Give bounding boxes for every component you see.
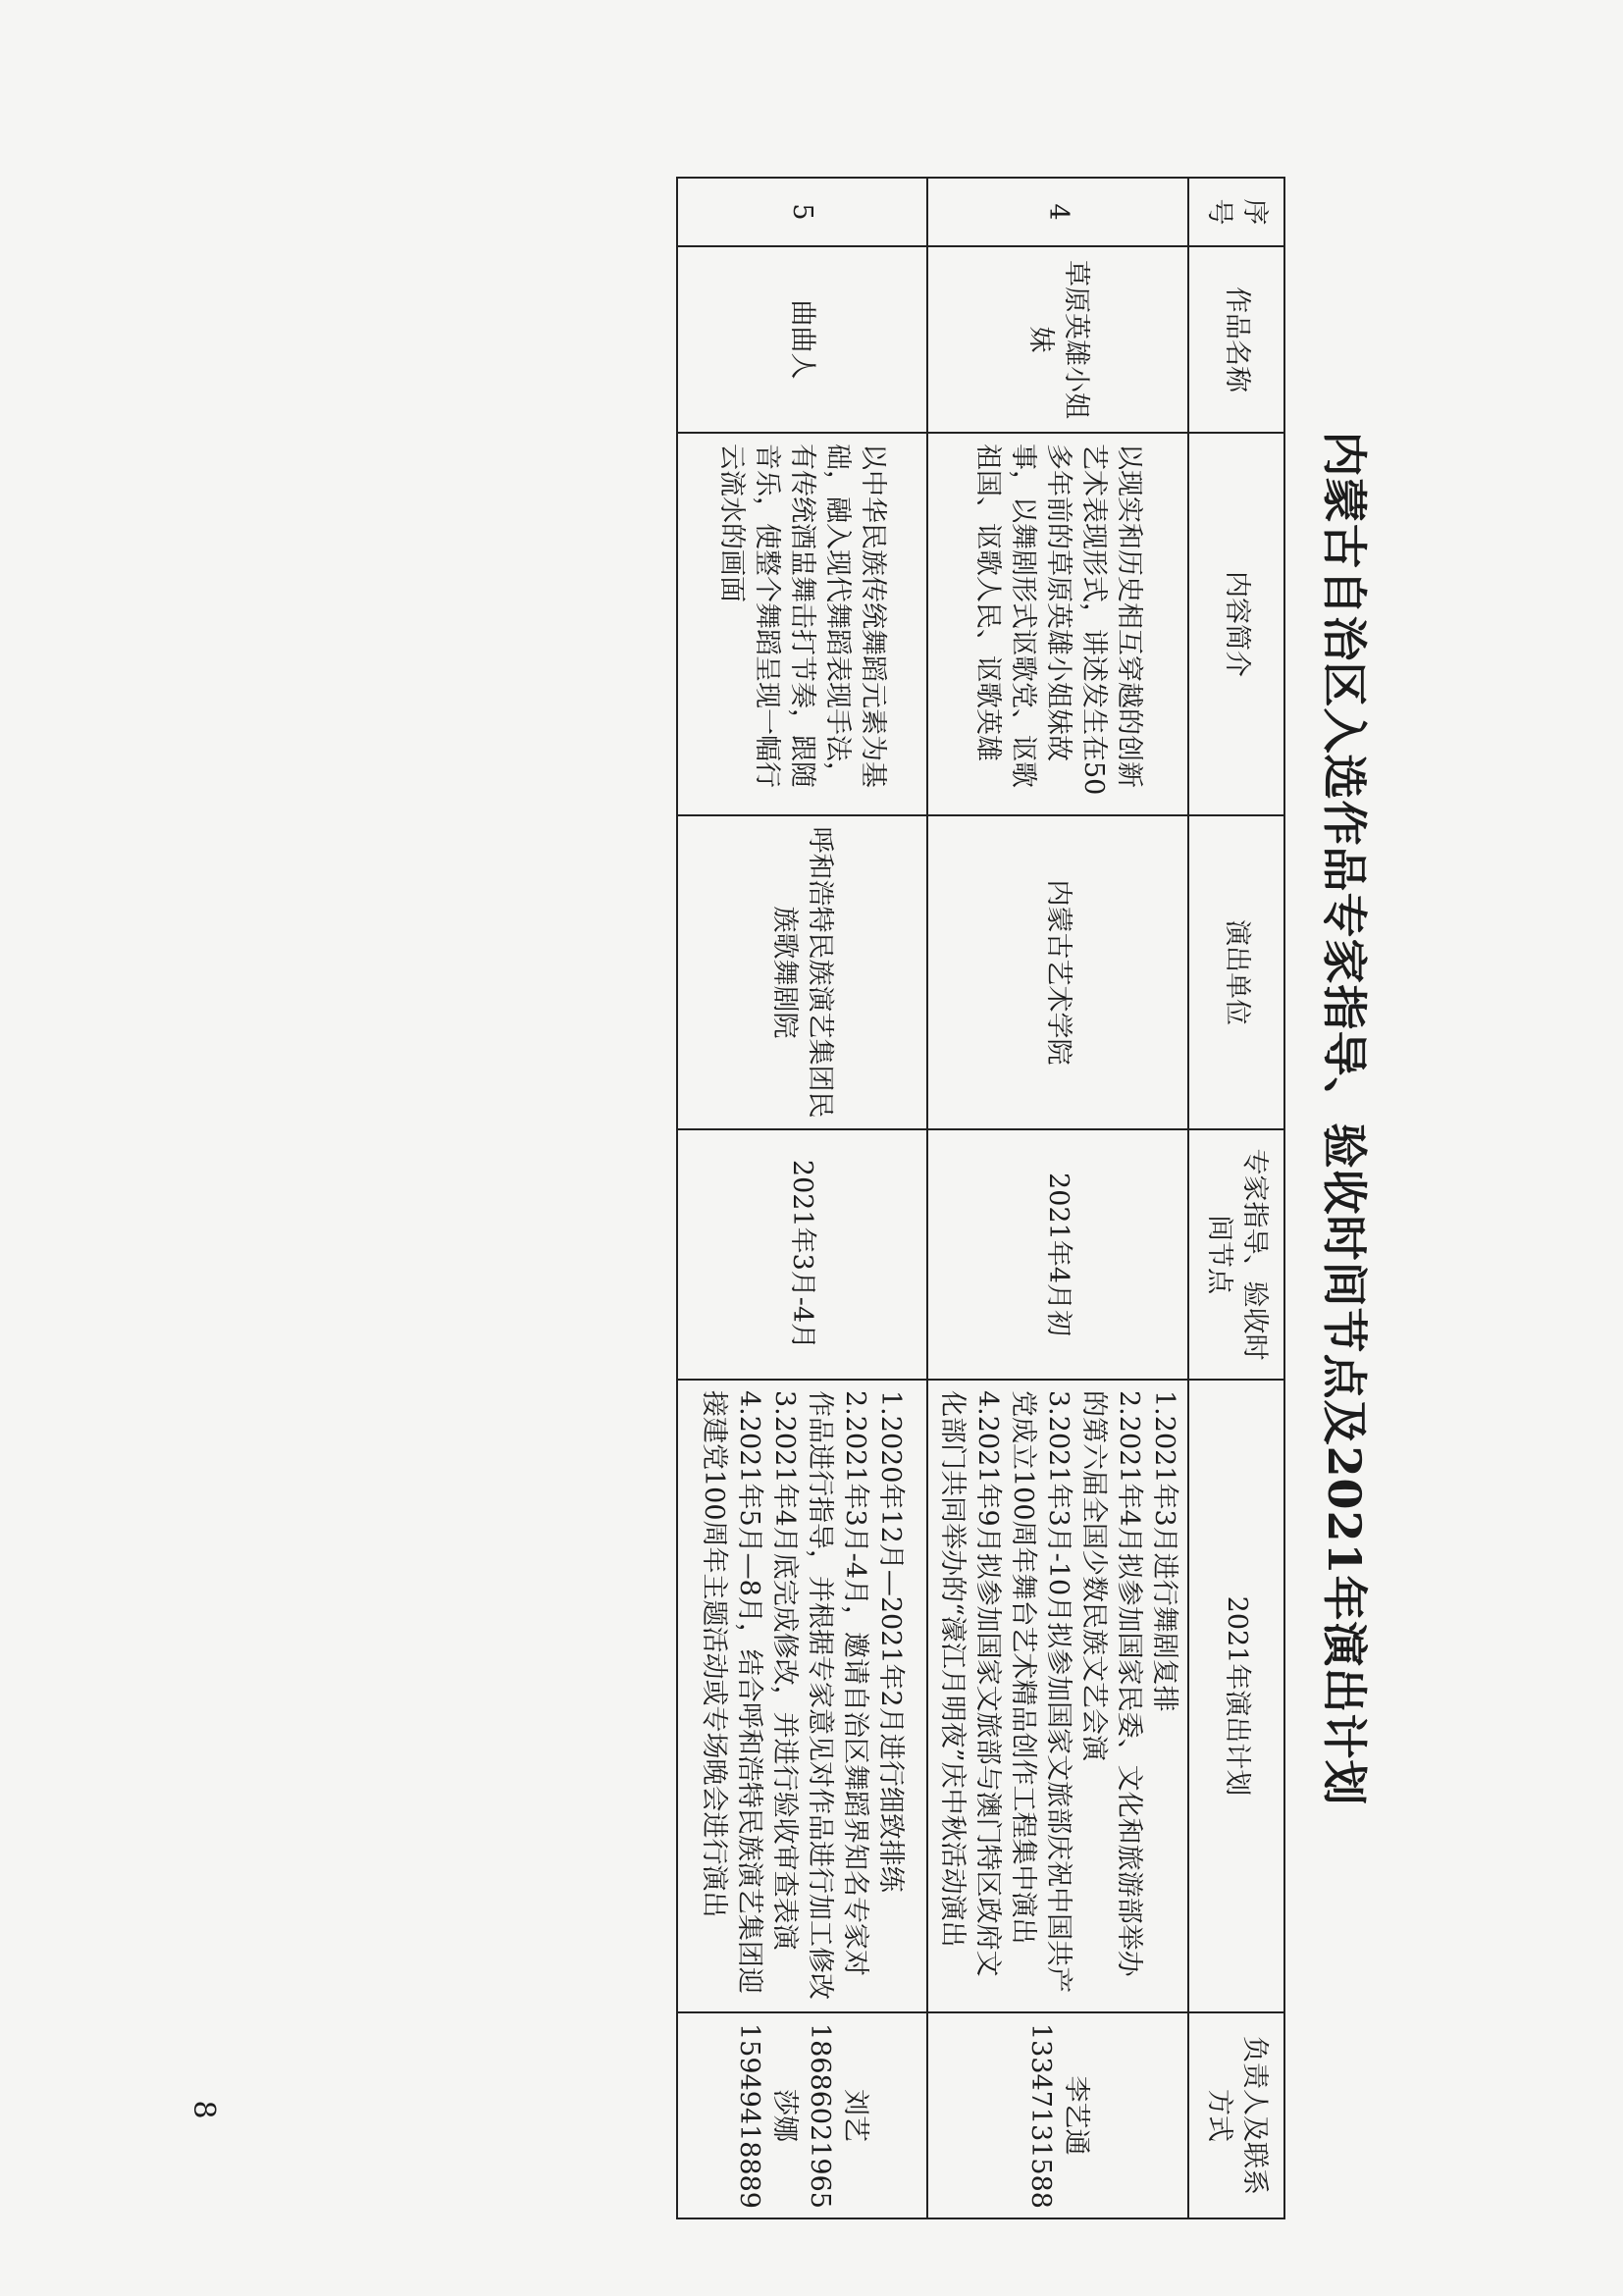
row-plan <box>677 1380 927 2012</box>
row-unit: 内蒙古艺术学院 <box>927 815 1188 1129</box>
plan-item: 1.2020年12月—2021年2月进行细致排练 <box>875 1390 907 1893</box>
plan-item: 3.2021年3月-10月拟参加国家文旅部庆祝中国共产党成立100周年舞台艺术精品创作工程集中演出 <box>1008 1390 1073 1994</box>
row-contact <box>927 2012 1188 2218</box>
row-index: 4 <box>927 178 1188 246</box>
row-name: 曲曲人 <box>677 246 927 433</box>
contact-name: 刘艺 <box>840 2089 871 2142</box>
header-contact: 负责人及联系方式 <box>1188 2012 1284 2218</box>
contact-phone: 13347131588 <box>1025 2023 1056 2209</box>
header-unit: 演出单位 <box>1188 815 1284 1129</box>
header-index: 序号 <box>1188 178 1284 246</box>
document-title: 内蒙古自治区入选作品专家指导、验收时间节点及2021年演出计划 <box>1318 431 1371 1806</box>
header-name: 作品名称 <box>1188 246 1284 433</box>
row-time: 2021年3月-4月 <box>677 1129 927 1380</box>
row-time: 2021年4月初 <box>927 1129 1188 1380</box>
header-intro: 内容简介 <box>1188 433 1284 815</box>
plan-item: 1.2021年3月进行舞剧复排 <box>1149 1390 1179 1712</box>
table-row <box>677 178 927 2218</box>
page-number: 8 <box>186 2100 221 2119</box>
row-intro: 以现实和历史相互穿越的创新艺术表现形式，讲述发生在50多年前的草原英雄小姐妹故事，以舞剧形式讴歌党、讴歌祖国、讴歌人民、讴歌英雄 <box>927 433 1188 815</box>
contact-name: 李艺通 <box>1061 2075 1091 2156</box>
header-plan: 2021年演出计划 <box>1188 1380 1284 2012</box>
contact-name: 莎娜 <box>769 2089 801 2142</box>
plan-item: 4.2021年5月—8月，结合呼和浩特民族演艺集团迎接建党100周年主题活动或专场晚会进行演出 <box>699 1390 765 1994</box>
plan-item: 2.2021年4月拟参加国家民委、文化和旅游部举办的第六届全国少数民族文艺会演 <box>1078 1390 1144 1977</box>
rotated-page-content <box>186 88 1371 2209</box>
plan-item: 2.2021年3月-4月，邀请自治区舞蹈界知名专家对作品进行指导，并根据专家意见对作品进行加工修改 <box>805 1390 871 2000</box>
row-intro: 以中华民族传统舞蹈元素为基础，融入现代舞蹈表现手法，有传统酒盅舞击打节奏，跟随音乐，使整个舞蹈呈现一幅行云流水的画面 <box>677 433 927 815</box>
contact-phone: 15949418889 <box>734 2023 765 2209</box>
row-index: 5 <box>677 178 927 246</box>
row-unit: 呼和浩特民族演艺集团民族歌舞剧院 <box>677 815 927 1129</box>
row-plan <box>927 1380 1188 2012</box>
row-name: 草原英雄小姐妹 <box>927 246 1188 433</box>
contact-phone: 18686021965 <box>805 2023 836 2209</box>
table-row <box>927 178 1188 2218</box>
table-header-row <box>1188 178 1284 2218</box>
plan-table <box>676 177 1285 2219</box>
plan-item: 3.2021年4月底完成修改，并进行验收审查表演 <box>769 1390 801 1951</box>
row-contact <box>677 2012 927 2218</box>
plan-item: 4.2021年9月拟参加国家文旅部与澳门特区政府文化部门共同举办的“濠江月明夜”庆中秋活动演出 <box>937 1390 1003 1977</box>
header-time: 专家指导、验收时间节点 <box>1188 1129 1284 1380</box>
